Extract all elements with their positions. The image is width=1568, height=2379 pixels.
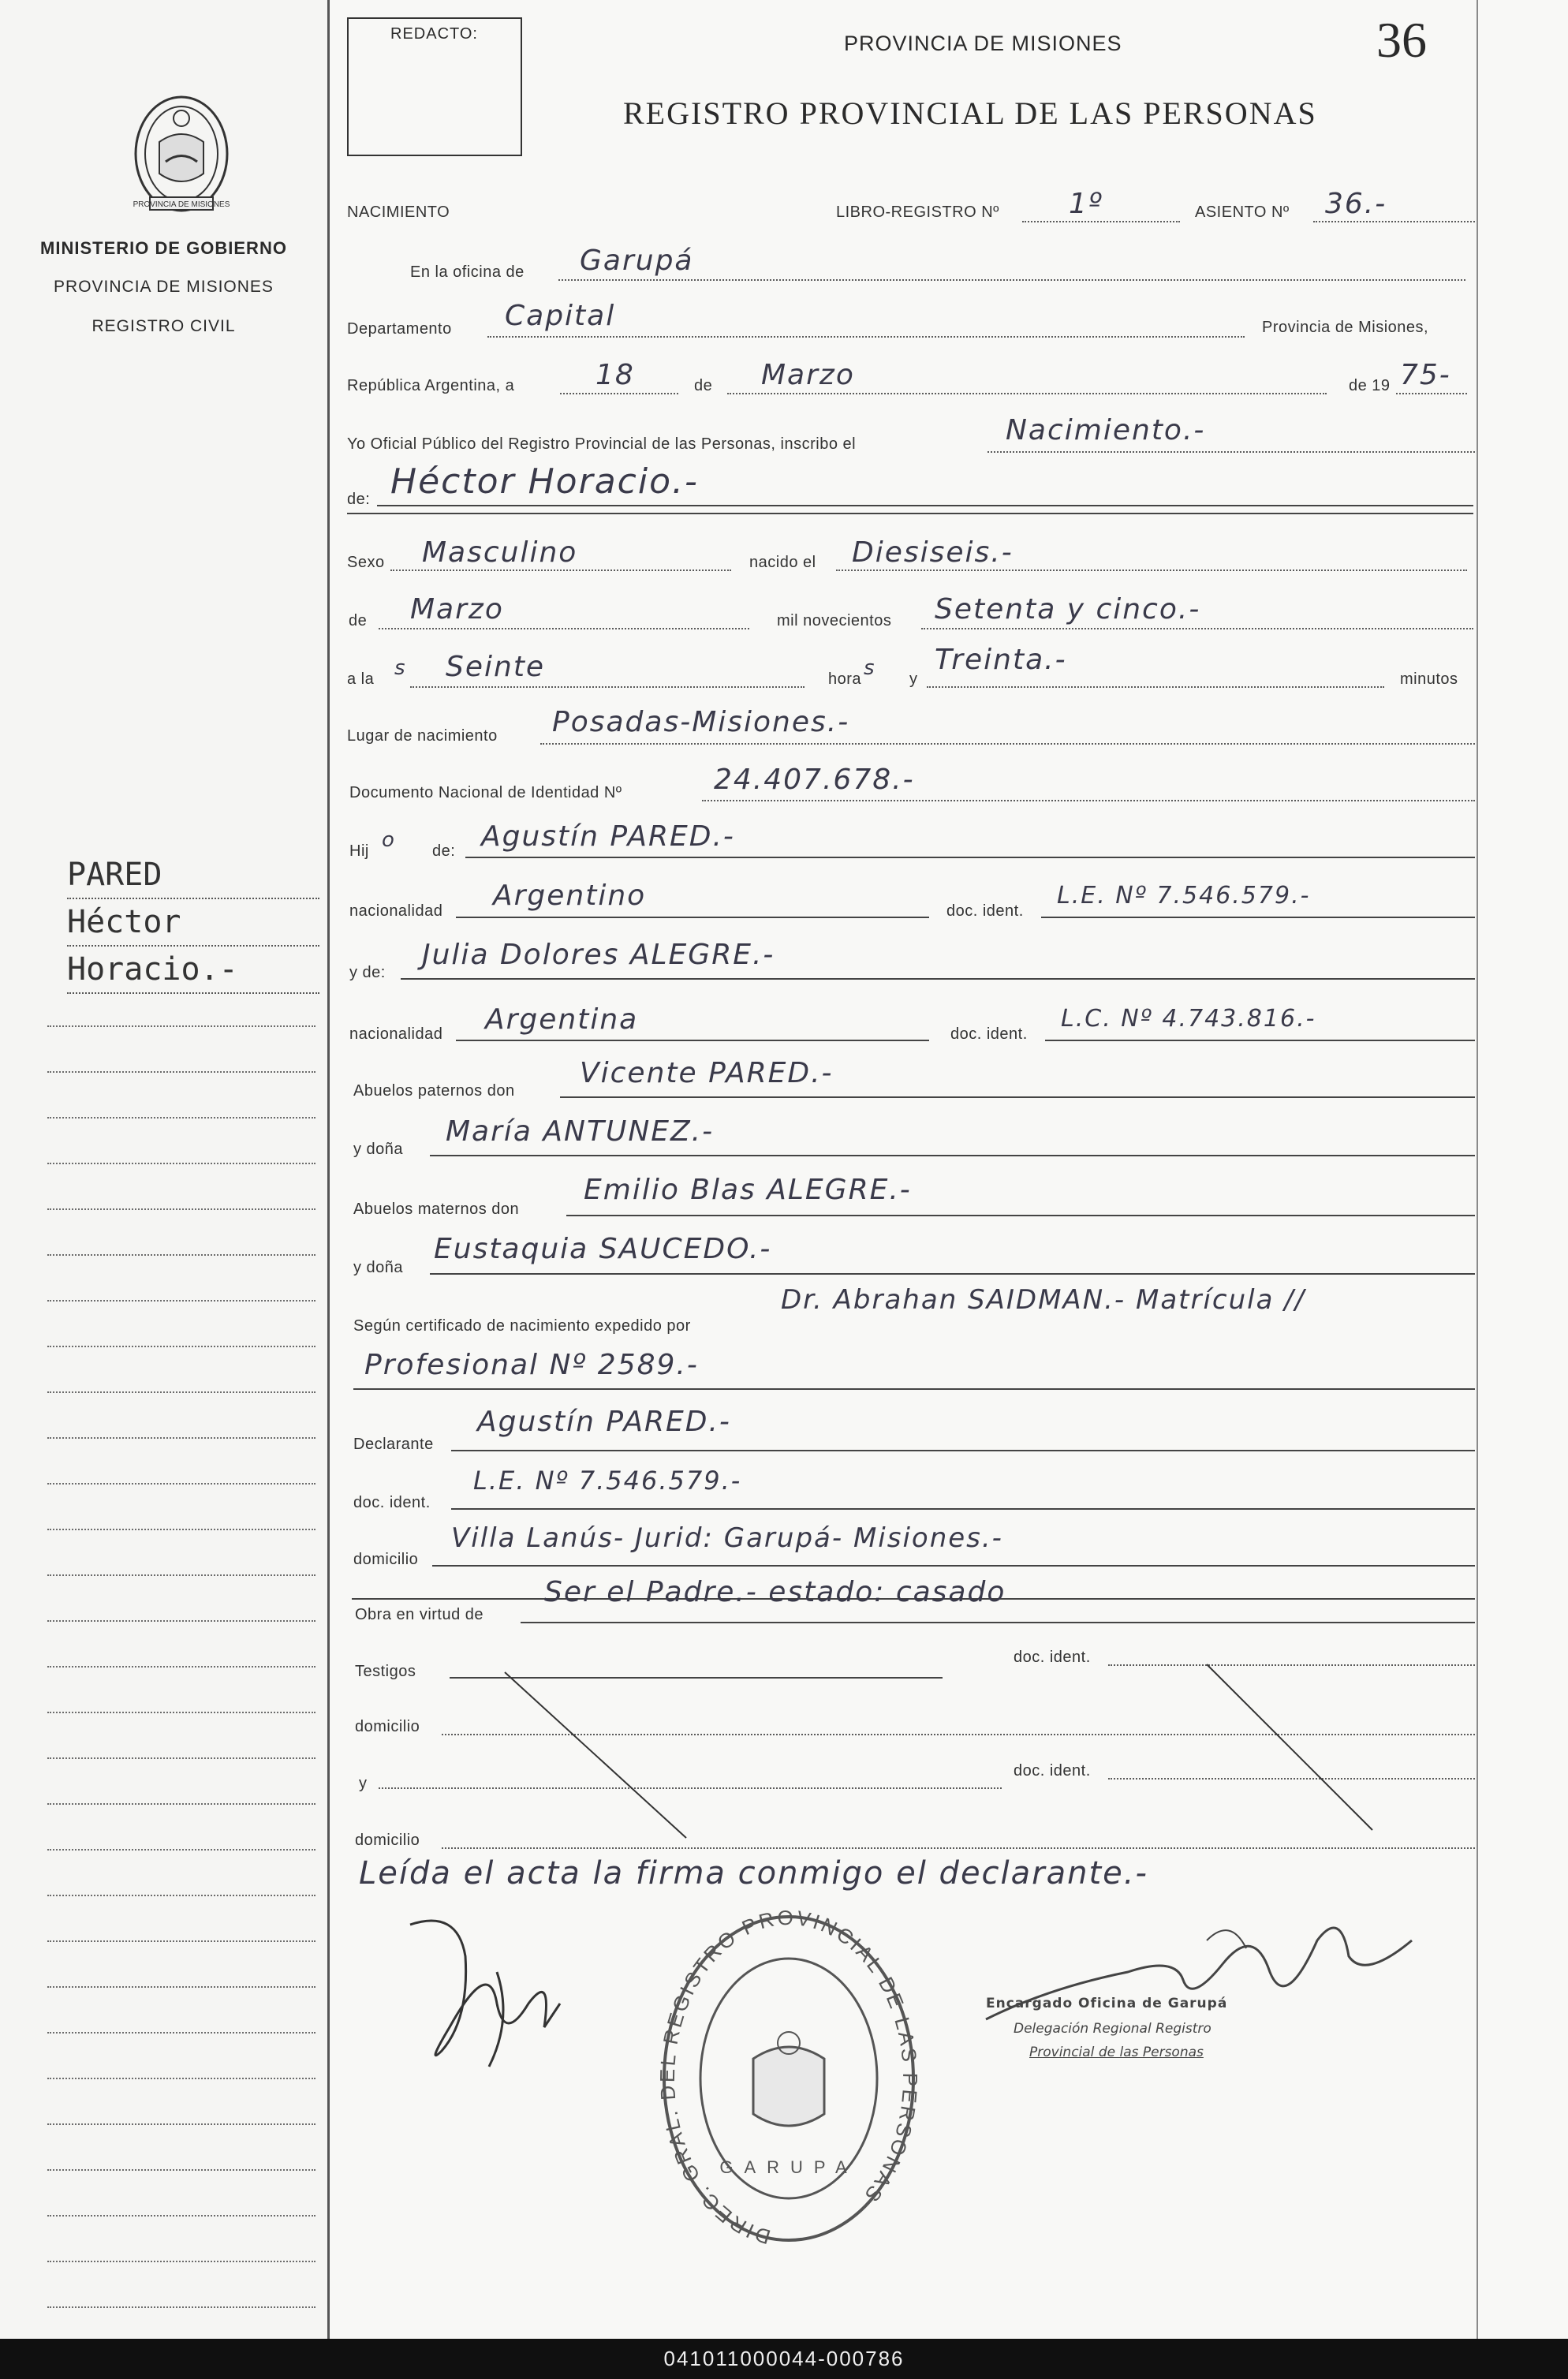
mil-label: mil novecientos: [777, 612, 892, 629]
margin-ruled-line: [47, 1254, 315, 1256]
mil-line: [921, 628, 1473, 629]
leida-value: Leída el acta la firma conmigo el declarante.-: [359, 1855, 1148, 1892]
obra-value: Ser el Padre.- estado: casado: [544, 1576, 1006, 1608]
abuela-pat-line: [430, 1155, 1475, 1156]
horas-suffix: s: [864, 656, 876, 680]
margin-ruled-line: [47, 1437, 315, 1439]
official-stamp-line2: Delegación Regional Registro: [1014, 2021, 1211, 2037]
certificado-label: Según certificado de nacimiento expedido por: [353, 1317, 691, 1335]
margin-ruled-line: [47, 2032, 315, 2034]
departamento-line: [487, 336, 1245, 338]
left-margin: [0, 0, 327, 2339]
margin-ruled-line: [47, 1940, 315, 1942]
doc-ident2-label: doc. ident.: [353, 1494, 431, 1511]
de2-label: de:: [347, 491, 371, 508]
dia-value: 18: [595, 359, 635, 391]
inscribo-line: [987, 451, 1475, 453]
nac-padre-value: Argentino: [493, 880, 647, 912]
crest-ribbon-text: PROVINCIA DE MISIONES: [133, 200, 230, 209]
nombre-line: [377, 505, 1473, 506]
margin-ruled-line: [47, 2123, 315, 2125]
nacido-label: nacido el: [749, 554, 816, 571]
oficina-label: En la oficina de: [410, 263, 525, 281]
padre-value: Agustín PARED.-: [481, 820, 735, 853]
dni-line: [702, 800, 1475, 801]
declarante-value: Agustín PARED.-: [477, 1406, 731, 1438]
declarante-line: [451, 1450, 1475, 1451]
nac-madre-value: Argentina: [485, 1003, 639, 1036]
libro-label: LIBRO-REGISTRO Nº: [836, 204, 999, 221]
obra-line: [521, 1622, 1475, 1623]
testigo2-doc-label: doc. ident.: [1014, 1762, 1091, 1780]
nac-padre-label: nacionalidad: [349, 902, 443, 920]
margin-ruled-line: [47, 1849, 315, 1851]
sexo-label: Sexo: [347, 554, 385, 571]
dia-line: [560, 393, 678, 394]
provincia-label: Provincia de Misiones,: [1262, 319, 1429, 336]
seal-city-text: GARUPA: [719, 2157, 858, 2177]
yde-label: y de:: [349, 964, 386, 981]
ala-label: a la: [347, 670, 375, 688]
hij-suffix: o: [382, 828, 396, 852]
doc-madre-label: doc. ident.: [950, 1025, 1028, 1043]
certificado-value-2: Profesional Nº 2589.-: [364, 1349, 699, 1381]
redacto-label: REDACTO:: [390, 25, 478, 43]
mes-value: Marzo: [761, 359, 855, 391]
margin-names: [67, 852, 319, 994]
asiento-value: 36.-: [1325, 188, 1387, 220]
asiento-label: ASIENTO Nº: [1195, 204, 1290, 221]
libro-value: 1º: [1069, 188, 1103, 220]
oficina-value: Garupá: [580, 245, 694, 277]
margin-divider: [327, 0, 330, 2339]
mil-value: Setenta y cinco.-: [935, 593, 1201, 626]
doc-madre-value: L.C. Nº 4.743.816.-: [1061, 1005, 1316, 1033]
margin-ruled-line: [47, 1895, 315, 1896]
libro-line: [1022, 221, 1180, 222]
testigos-label: Testigos: [355, 1663, 416, 1680]
margin-ruled-line: [47, 1986, 315, 1988]
republica-label: República Argentina, a: [347, 377, 515, 394]
horas-label: hora: [828, 670, 862, 688]
y-label: y: [909, 670, 918, 688]
registry-label: REGISTRO CIVIL: [91, 317, 236, 335]
margin-ruled-line: [47, 1574, 315, 1576]
mes2-value: Marzo: [410, 593, 504, 626]
hora-line: [410, 686, 805, 688]
seal-ring-text: DIREC. GRAL. DEL REGISTRO PROVINCIAL DE LAS PERSONAS: [655, 1909, 923, 2250]
nac-padre-line: [456, 917, 929, 918]
margin-ruled-line: [47, 1071, 315, 1073]
de3-label: de: [349, 612, 368, 629]
abuelo-pat-value: Vicente PARED.-: [580, 1057, 834, 1089]
lugar-label: Lugar de nacimiento: [347, 727, 498, 745]
ydona-pat-label: y doña: [353, 1141, 404, 1158]
de-label: de: [694, 377, 713, 394]
lugar-line: [540, 743, 1475, 745]
margin-ruled-line: [47, 1208, 315, 1210]
departamento-label: Departamento: [347, 320, 452, 338]
testigo2-domicilio-label: domicilio: [355, 1832, 420, 1849]
sexo-line: [390, 570, 731, 571]
doc-padre-value: L.E. Nº 7.546.579.-: [1057, 882, 1311, 909]
margin-ruled-line: [47, 1117, 315, 1119]
nacido-value: Diesiseis.-: [852, 536, 1014, 569]
official-stamp-line3: Provincial de las Personas: [1029, 2045, 1204, 2060]
obra-label: Obra en virtud de: [355, 1606, 484, 1623]
margin-first-name: Héctor: [67, 899, 319, 947]
minutos-label: minutos: [1400, 670, 1458, 688]
ydona-mat-label: y doña: [353, 1259, 404, 1276]
inscribo-value: Nacimiento.-: [1006, 414, 1206, 446]
abuela-mat-value: Eustaquia SAUCEDO.-: [434, 1233, 772, 1265]
abuelo-pat-line: [560, 1096, 1475, 1098]
margin-ruled-line: [47, 1483, 315, 1485]
margin-ruled-line: [47, 1620, 315, 1622]
abuela-mat-line: [430, 1273, 1475, 1275]
domicilio-line: [432, 1565, 1475, 1567]
margin-ruled-line: [47, 1529, 315, 1530]
minutos-line: [927, 686, 1384, 688]
padre-line: [465, 857, 1475, 858]
nac-madre-line: [456, 1040, 929, 1041]
abuelos-pat-label: Abuelos paternos don: [353, 1082, 515, 1100]
province-crest-icon: [118, 87, 245, 221]
margin-ruled-line: [47, 2306, 315, 2308]
right-border: [1477, 0, 1478, 2339]
nacido-line: [836, 570, 1467, 571]
margin-ruled-line: [47, 2261, 315, 2262]
sexo-value: Masculino: [422, 536, 578, 569]
mes-line: [727, 393, 1327, 394]
mes2-line: [379, 628, 749, 629]
margin-ruled-line: [47, 1346, 315, 1347]
abuela-pat-value: María ANTUNEZ.-: [446, 1115, 715, 1148]
testigos-doc-label: doc. ident.: [1014, 1649, 1091, 1666]
margin-ruled-line: [47, 2215, 315, 2217]
nac-madre-label: nacionalidad: [349, 1025, 443, 1043]
abuelo-mat-line: [566, 1215, 1475, 1216]
official-seal-icon: [655, 1909, 923, 2256]
ala-suffix: s: [394, 656, 407, 680]
margin-ruled-line: [47, 1803, 315, 1805]
hij-label: Hij: [349, 842, 369, 860]
domicilio-value: Villa Lanús- Jurid: Garupá- Misiones.-: [451, 1522, 1003, 1554]
province-label: PROVINCIA DE MISIONES: [54, 278, 274, 296]
anio-label: de 19: [1349, 377, 1391, 394]
dni-value: 24.407.678.-: [714, 764, 915, 796]
oficina-line: [558, 279, 1465, 281]
declarante-label: Declarante: [353, 1436, 434, 1453]
minutos-value: Treinta.-: [935, 644, 1067, 676]
margin-ruled-line: [47, 1163, 315, 1164]
doc-padre-line: [1041, 917, 1475, 918]
official-stamp-line1: Encargado Oficina de Garupá: [986, 1996, 1228, 2011]
nombre-line-2: [347, 513, 1473, 514]
testigos-domicilio-label: domicilio: [355, 1718, 420, 1735]
anio-line: [1396, 393, 1467, 394]
oficial-label: Yo Oficial Público del Registro Provincial de las Personas, inscribo el: [347, 435, 857, 453]
asiento-line: [1313, 221, 1475, 222]
dni-label: Documento Nacional de Identidad Nº: [349, 784, 622, 801]
declarante-signature-icon: [394, 1909, 576, 2082]
abuelo-mat-value: Emilio Blas ALEGRE.-: [584, 1174, 912, 1206]
domicilio-label: domicilio: [353, 1551, 419, 1568]
margin-ruled-line: [47, 2169, 315, 2171]
departamento-value: Capital: [505, 300, 616, 332]
margin-ruled-line: [47, 1391, 315, 1393]
madre-line: [401, 978, 1475, 980]
margin-ruled-line: [47, 1712, 315, 1713]
doc-madre-line: [1045, 1040, 1475, 1041]
doc-padre-label: doc. ident.: [946, 902, 1024, 920]
abuelos-mat-label: Abuelos maternos don: [353, 1201, 520, 1218]
nombre-value: Héctor Horacio.-: [390, 461, 699, 502]
doc-declarante-value: L.E. Nº 7.546.579.-: [473, 1466, 742, 1496]
certificado-value: Dr. Abrahan SAIDMAN.- Matrícula //: [781, 1284, 1306, 1316]
page-number: 36: [1376, 12, 1427, 68]
margin-ruled-line: [47, 1666, 315, 1668]
doc-declarante-line: [451, 1508, 1475, 1510]
madre-value: Julia Dolores ALEGRE.-: [422, 939, 775, 971]
hora-value: Seinte: [446, 651, 546, 683]
y2-label: y: [359, 1775, 368, 1792]
ministry-label: MINISTERIO DE GOBIERNO: [40, 238, 287, 258]
margin-surname: PARED: [67, 852, 319, 899]
lugar-value: Posadas-Misiones.-: [552, 706, 850, 738]
margin-ruled-line: [47, 1757, 315, 1759]
nacimiento-label: NACIMIENTO: [347, 204, 450, 221]
margin-ruled-line: [47, 1025, 315, 1027]
document-id: 041011000044-000786: [663, 2347, 905, 2370]
cancel-strikes: [489, 1656, 1404, 1846]
margin-ruled-line: [47, 2078, 315, 2079]
anio-value: 75-: [1400, 359, 1451, 391]
page-title: REGISTRO PROVINCIAL DE LAS PERSONAS: [623, 95, 1317, 131]
testigo2-domicilio-line: [442, 1847, 1475, 1849]
margin-second-name: Horacio.-: [67, 947, 319, 994]
certificado-line-2: [353, 1388, 1475, 1390]
hij-de-label: de:: [432, 842, 456, 860]
header-province: PROVINCIA DE MISIONES: [844, 32, 1122, 55]
margin-ruled-line: [47, 1300, 315, 1302]
